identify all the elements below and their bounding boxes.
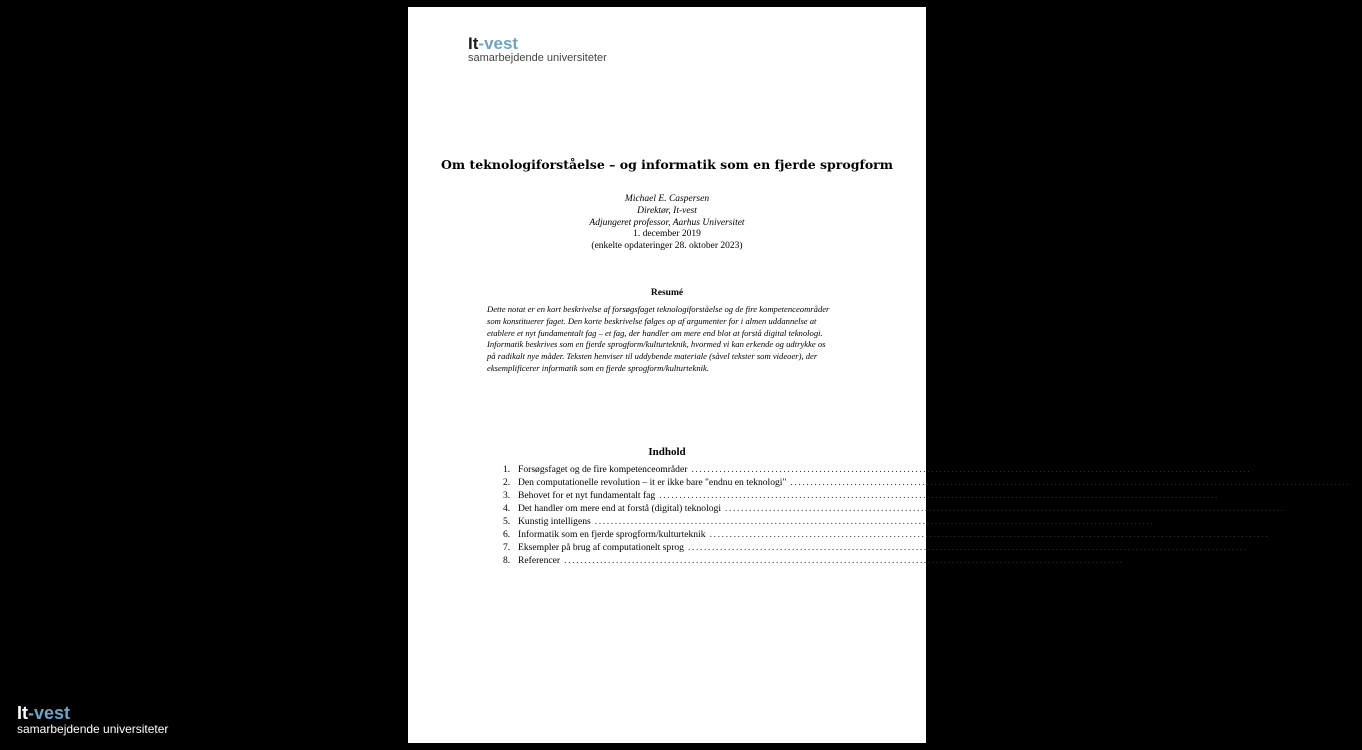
toc-page: 5 — [1292, 503, 1297, 514]
logo-wordmark — [468, 35, 607, 52]
logo-tagline: samarbejdende universiteter — [468, 52, 607, 64]
author-role-2: Adjungeret professor, Aarhus Universitet — [589, 217, 745, 228]
toc-leader: ............................................................................................................................................ — [691, 464, 1252, 475]
toc-label: Kunstig intelligens — [518, 516, 591, 527]
abstract-line: Informatik beskrives som en fjerde sprogform/kulturteknik, hvormed vi kan erkende og udtrykke os — [487, 339, 826, 350]
toc-entry[interactable] — [503, 503, 1297, 516]
toc-number: 3. — [503, 490, 511, 501]
toc-entry[interactable] — [503, 490, 1231, 503]
toc-number: 6. — [503, 529, 511, 540]
toc-page: 1 — [1258, 464, 1264, 475]
logo-it: It — [468, 34, 479, 53]
toc-number: 5. — [503, 516, 511, 527]
corner-logo-it: It — [17, 703, 28, 723]
abstract — [487, 304, 857, 375]
toc-entry[interactable] — [503, 464, 1264, 477]
abstract-line: på radikalt nye måder. Teksten henviser til uddybende materiale (såvel tekster som videoer), der — [487, 351, 818, 362]
document-title: Om teknologiforståelse – og informatik som en fjerde sprogform — [441, 157, 893, 172]
abstract-line: som konstituerer faget. Den korte beskrivelse følges op af argumenter for i almen uddannelse at — [487, 315, 817, 326]
toc-entry[interactable] — [503, 542, 1260, 555]
abstract-line: Dette notat er en kort beskrivelse af forsøgsfaget teknologiforståelse og de fire kompetenceområder — [487, 304, 830, 314]
toc-page: 4 — [1226, 490, 1231, 501]
toc-label: Behovet for et nyt fundamentalt fag — [518, 490, 656, 501]
toc-entry[interactable] — [503, 516, 1167, 529]
toc-label: Referencer — [518, 555, 561, 566]
table-of-contents — [503, 464, 1362, 568]
toc-leader: ............................................................................................................................................ — [687, 542, 1248, 553]
toc-leader: ............................................................................................................................................ — [659, 490, 1219, 501]
toc-number: 4. — [503, 503, 511, 514]
corner-itvest-logo — [17, 704, 168, 735]
toc-page: 2 — [1357, 477, 1362, 488]
toc-page: 7 — [1276, 529, 1282, 540]
corner-logo-vest: vest — [34, 703, 71, 723]
toc-label: Informatik som en fjerde sprogform/kulturteknik — [518, 529, 706, 540]
toc-page: 6 — [1161, 516, 1167, 527]
toc-number: 2. — [503, 477, 511, 488]
resume-heading: Resumé — [650, 288, 684, 298]
toc-leader: ............................................................................................................................................ — [564, 555, 1124, 566]
corner-logo-tagline: samarbejdende universiteter — [17, 722, 169, 736]
toc-number: 7. — [503, 542, 511, 553]
document-date: 1. december 2019 — [633, 229, 701, 240]
toc-entry[interactable] — [503, 529, 1282, 542]
author-block — [408, 194, 926, 253]
toc-number: 8. — [503, 555, 511, 566]
toc-leader: ............................................................................................................................................ — [790, 477, 1351, 488]
corner-logo-dash: - — [28, 703, 34, 723]
toc-heading: Indhold — [648, 446, 686, 458]
toc-leader: ............................................................................................................................................ — [594, 516, 1155, 527]
toc-leader: ............................................................................................................................................ — [725, 503, 1285, 514]
toc-number: 1. — [503, 464, 511, 475]
author-name: Michael E. Caspersen — [624, 194, 710, 204]
abstract-line: etablere et nyt fundamentalt fag – et fag, der handler om mere end blot at forstå digital teknologi. — [487, 327, 823, 338]
itvest-logo — [468, 35, 607, 64]
toc-label: Eksempler på brug af computationelt sprog — [518, 542, 684, 553]
toc-entry[interactable] — [503, 555, 1136, 568]
toc-entry[interactable] — [503, 477, 1362, 490]
logo-vest: vest — [484, 34, 519, 53]
logo-dash: - — [478, 34, 485, 53]
toc-leader: ............................................................................................................................................ — [709, 529, 1270, 540]
document-page — [408, 7, 1362, 743]
corner-logo-wordmark — [17, 704, 168, 722]
toc-page: 8 — [1254, 542, 1260, 553]
toc-label: Det handler om mere end at forstå (digital) teknologi — [518, 503, 722, 514]
toc-label: Forsøgsfaget og de fire kompetenceområder — [518, 464, 688, 475]
toc-label: Den computationelle revolution – it er ikke bare "endnu en teknologi" — [518, 477, 787, 488]
author-role-1: Direktør, It-vest — [637, 205, 697, 216]
abstract-line: eksemplificerer informatik som en fjerde sprogform/kulturteknik. — [487, 362, 709, 373]
toc-page: 9 — [1131, 555, 1136, 566]
document-updated: (enkelte opdateringer 28. oktober 2023) — [591, 241, 743, 252]
